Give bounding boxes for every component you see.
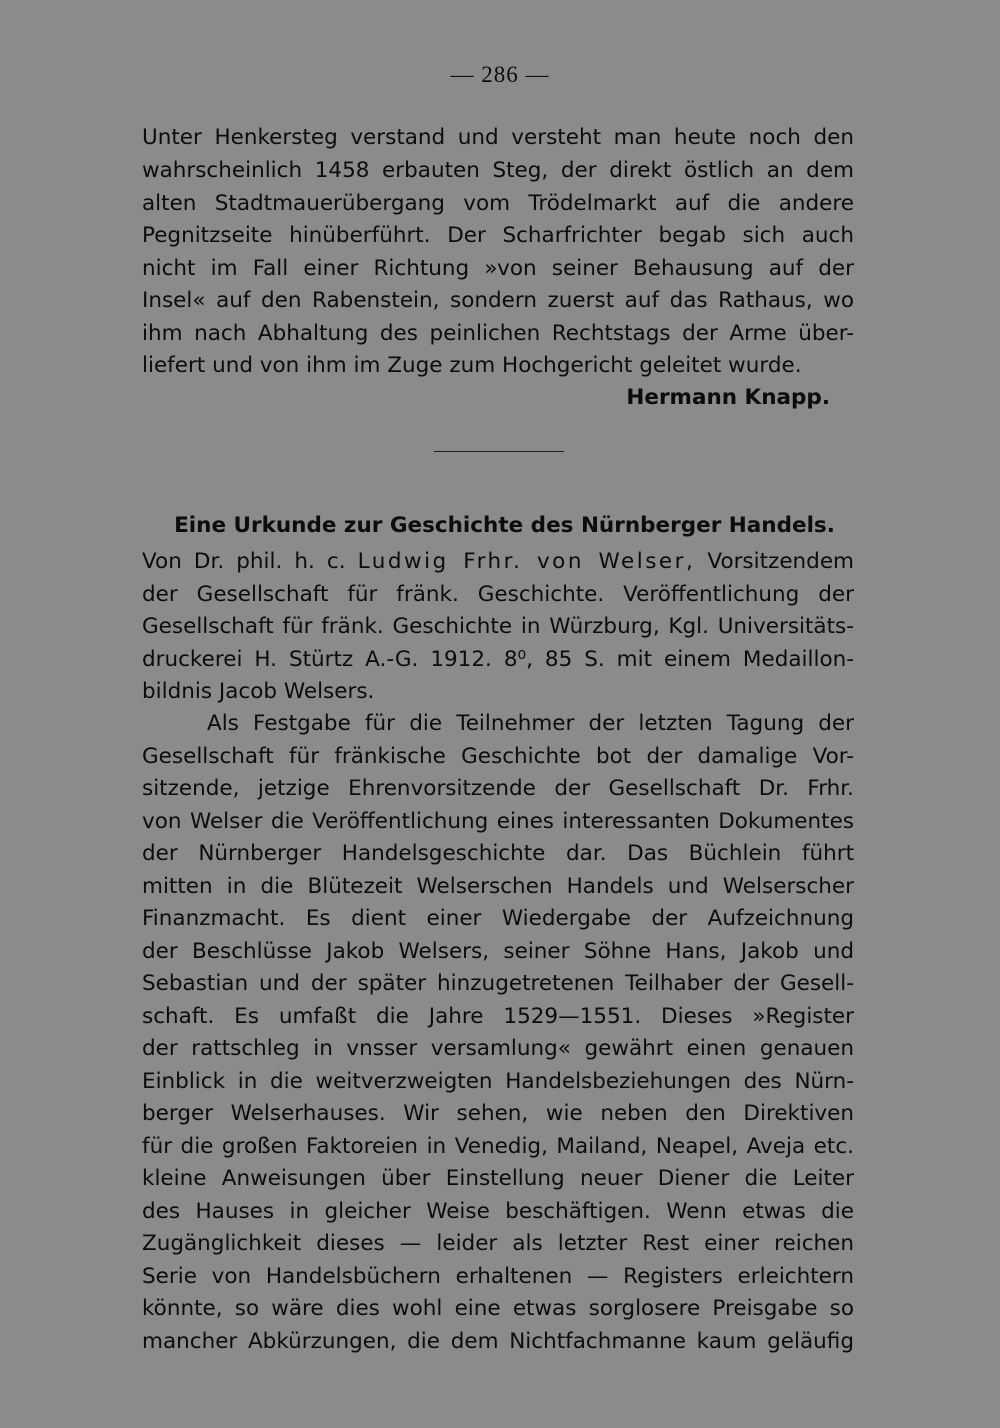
text-line: alten Stadtmauerübergang vom Trödelmarkt auf die andere (142, 191, 854, 216)
section-divider (434, 451, 564, 452)
citation-prefix: Von Dr. phil. h. c. (142, 549, 358, 574)
article-title: Eine Urkunde zur Geschichte des Nürnberger Handels. (174, 513, 835, 538)
citation-line (142, 546, 854, 578)
body-line: Zugänglichkeit dieses — leider als letzter Rest einer reichen (142, 1231, 854, 1256)
body-line: könnte, so wäre dies wohl eine etwas sorglosere Preisgabe so (142, 1296, 854, 1321)
body-line: der rattschleg in vnsser versamlung« gewährt einen genauen (142, 1036, 854, 1061)
body-line: der Nürnberger Handelsgeschichte dar. Das Büchlein führt (142, 841, 854, 866)
body-line: Finanzmacht. Es dient einer Wiedergabe der Aufzeichnung (142, 906, 854, 931)
body-line: Sebastian und der später hinzugetretenen Teilhaber der Gesell- (142, 971, 854, 996)
text-line: Pegnitzseite hinüberführt. Der Scharfrichter begab sich auch (142, 223, 854, 248)
text-line: Unter Henkersteg verstand und versteht man heute noch den (142, 125, 854, 150)
body-line: mitten in die Blütezeit Welserschen Handels und Welserscher (142, 874, 854, 899)
body-line: kleine Anweisungen über Einstellung neuer Diener die Leiter (142, 1166, 854, 1191)
body-line: schaft. Es umfaßt die Jahre 1529—1551. Dieses »Register (142, 1004, 854, 1029)
body-line: mancher Abkürzungen, die dem Nichtfachmanne kaum geläufig (142, 1329, 854, 1354)
body-line: sitzende, jetzige Ehrenvorsitzende der Gesellschaft Dr. Frhr. (142, 776, 854, 801)
body-line: für die großen Faktoreien in Venedig, Mailand, Neapel, Aveja etc. (142, 1134, 854, 1159)
author-signature: Hermann Knapp. (626, 385, 830, 410)
body-line: berger Welserhauses. Wir sehen, wie neben den Direktiven (142, 1101, 854, 1126)
citation-line: bildnis Jacob Welsers. (142, 679, 375, 704)
body-line: des Hauses in gleicher Weise beschäftigen. Wenn etwas die (142, 1199, 854, 1224)
body-line: Als Festgabe für die Teilnehmer der letzten Tagung der (207, 711, 854, 736)
text-line: ihm nach Abhaltung des peinlichen Rechtstags der Arme über- (142, 321, 854, 346)
citation-line: der Gesellschaft für fränk. Geschichte. Veröffentlichung der (142, 582, 854, 607)
text-line: Insel« auf den Rabenstein, sondern zuerst auf das Rathaus, wo (142, 288, 854, 313)
text-line: liefert und von ihm im Zuge zum Hochgericht geleitet wurde. (142, 353, 802, 378)
text-line: wahrscheinlich 1458 erbauten Steg, der direkt östlich an dem (142, 158, 854, 183)
body-line: Gesellschaft für fränkische Geschichte bot der damalige Vor- (142, 744, 854, 769)
text-line: nicht im Fall einer Richtung »von seiner Behausung auf der (142, 256, 854, 281)
body-line: Einblick in die weitverzweigten Handelsbeziehungen des Nürn- (142, 1069, 854, 1094)
body-line: der Beschlüsse Jakob Welsers, seiner Söhne Hans, Jakob und (142, 939, 854, 964)
citation-line: druckerei H. Stürtz A.-G. 1912. 8⁰, 85 S. mit einem Medaillon- (142, 647, 854, 672)
body-line: von Welser die Veröffentlichung eines interessanten Dokumentes (142, 809, 854, 834)
page-number: — 286 — (450, 62, 550, 87)
citation-suffix: Vorsitzendem (695, 549, 854, 574)
citation-line: Gesellschaft für fränk. Geschichte in Würzburg, Kgl. Universitäts- (142, 614, 854, 639)
author-name: Ludwig Frhr. von Welser, (357, 549, 696, 574)
body-line: Serie von Handelsbüchern erhaltenen — Registers erleichtern (142, 1264, 854, 1289)
